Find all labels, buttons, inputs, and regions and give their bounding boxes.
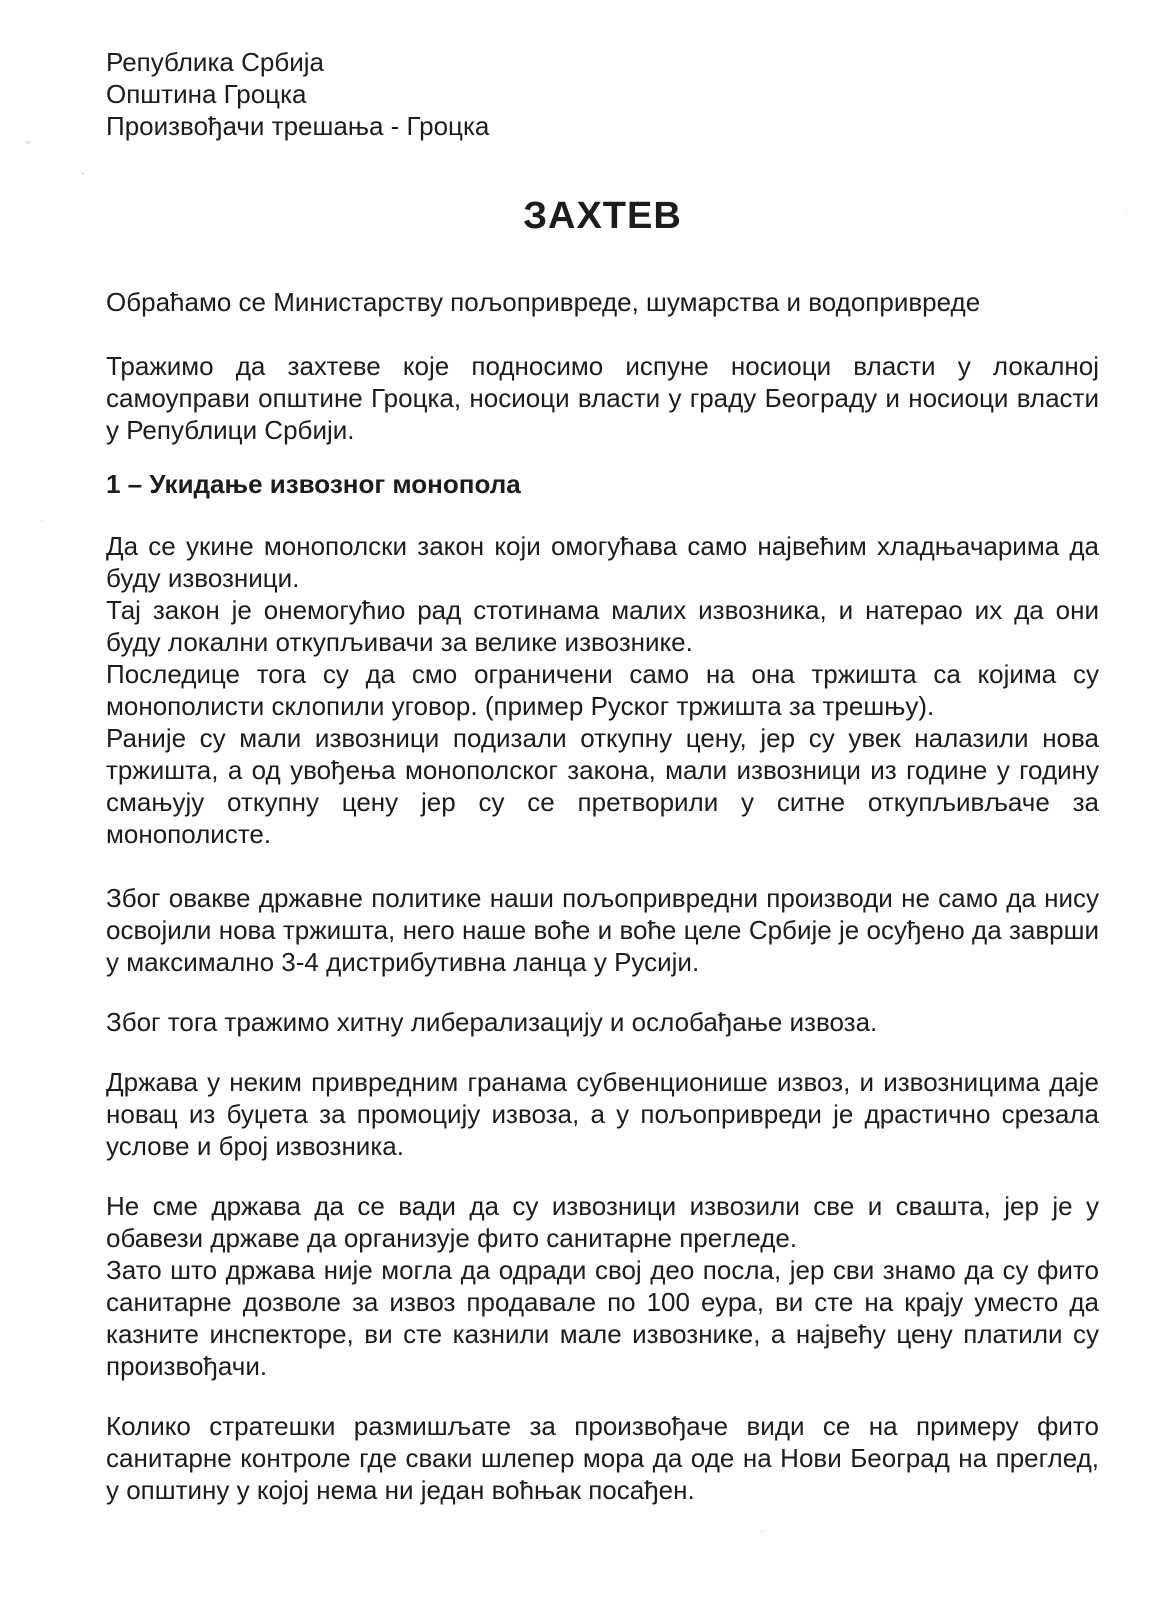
section-1-heading: 1 – Укидање извозног монопола bbox=[106, 469, 521, 499]
paragraph-phyto-permits: Зато што држава није могла да одради свој део посла, јер сви знамо да су фито санитарне дозволе за извоз продавале по 100 еура, ви сте на крају уместо да казните инспекторе, ви сте казнили мале извознике, а највећу цену платили су произвођачи. bbox=[106, 1255, 1099, 1381]
paragraph-monopoly-law-effect: Тај закон је онемогућио рад стотинама малих извозника, и натерао их да они буду локални откупљивачи за велике извознике. bbox=[106, 595, 1099, 657]
scan-speckle bbox=[40, 520, 43, 522]
paragraph-request: Тражимо да захтеве које подносимо испуне носиоци власти у локалној самоуправи општине Гроцка, носиоци власти у граду Београду и носиоци власти у Републици Србији. bbox=[106, 351, 1099, 445]
scan-speckle bbox=[760, 1530, 764, 1533]
sender-line-republic: Република Србија bbox=[106, 47, 324, 77]
paragraph-monopoly-prices: Раније су мали извозници подизали откупну цену, јер су увек налазили нова тржишта, а од увођења монополског закона, мали извозници из године у годину смањују откупну цену јер су се претворили у ситне откупљивљаче за монополисте. bbox=[106, 723, 1099, 849]
scan-speckle bbox=[1124, 212, 1127, 215]
sender-line-producers: Произвођачи трешања - Гроцка bbox=[106, 111, 490, 141]
paragraph-address: Обраћамо се Министарству пољопривреде, шумарства и водопривреде bbox=[106, 287, 981, 317]
paragraph-monopoly-consequences: Последице тога су да смо ограничени само на она тржишта са којима су монополисти склопили уговор. (пример Руског тржишта за трешњу). bbox=[106, 659, 1099, 721]
paragraph-liberalization-demand: Због тога тражимо хитну либерализацију и ослобађање извоза. bbox=[106, 1007, 878, 1037]
sender-block bbox=[106, 46, 1099, 142]
document-title: ЗАХТЕВ bbox=[523, 195, 682, 237]
paragraph-monopoly-abolish: Да се укине монополски закон који омогућава само највећим хладњачарима да буду извозници. bbox=[106, 531, 1099, 593]
scan-speckle bbox=[81, 172, 84, 175]
paragraph-phyto-obligation: Не сме држава да се вади да су извозници извозили све и свашта, јер је у обавези државе да организује фито санитарне прегледе. bbox=[106, 1191, 1099, 1253]
paragraph-state-policy: Због овакве државне политике наши пољопривредни производи не само да нису освојили нова тржишта, него наше воће и воће целе Србије је осуђено да заврши у максимално 3-4 дистрибутивна ланца у Русији. bbox=[106, 883, 1099, 977]
scan-speckle bbox=[26, 141, 30, 144]
sender-line-municipality: Општина Гроцка bbox=[106, 79, 307, 109]
paragraph-strategy-example: Колико стратешки размишљате за произвођаче види се на примеру фито санитарне контроле где сваки шлепер мора да оде на Нови Београд на преглед, у општину у којој нема ни један воћњак посађен. bbox=[106, 1411, 1099, 1505]
paragraph-subsidies: Држава у неким привредним гранама субвенционише извоз, и извозницима даје новац из буџета за промоцију извоза, а у пољопривреди је драстично срезала услове и број извозника. bbox=[106, 1067, 1099, 1161]
